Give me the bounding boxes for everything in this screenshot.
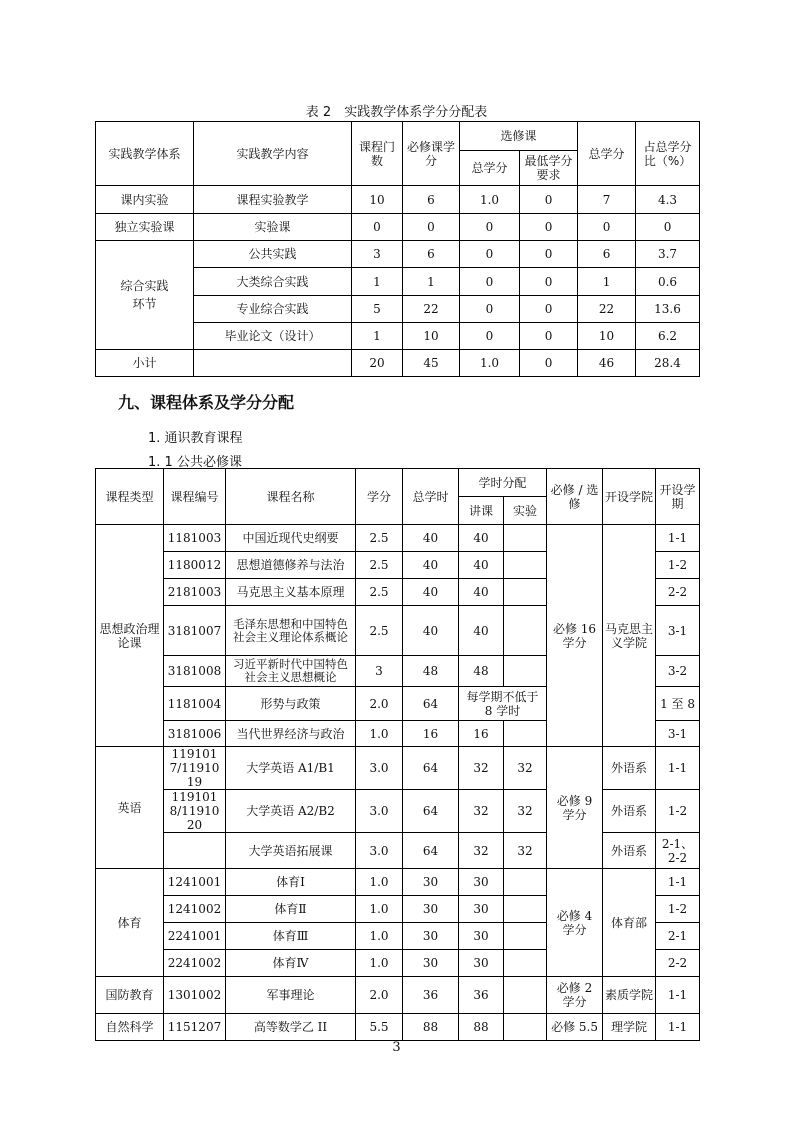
cell-content: 毕业论文（设计） [194,323,352,350]
header-term: 开设学期 [656,469,700,525]
cell-elective-min: 0 [520,186,578,214]
cell-credit: 3 [356,656,403,687]
cell-total: 7 [578,186,636,214]
cell-code: 1181004 [164,687,226,721]
header-content: 实践教学内容 [194,122,352,186]
table-row [96,525,700,552]
cell-credit: 3.0 [356,833,403,869]
cell-system: 独立实验课 [96,214,194,241]
cell-name: 大学英语拓展课 [226,833,356,869]
cell-code: 1191018/1191020 [164,790,226,833]
cell-name: 毛泽东思想和中国特色社会主义理论体系概论 [226,606,356,656]
cell-lecture: 36 [459,977,504,1014]
cell-term: 1-2 [656,552,700,579]
cell-lab [504,606,547,656]
cell-required: 6 [403,241,460,268]
cell-ratio: 0.6 [636,268,700,296]
subsection-title: 1. 通识教育课程 [148,431,243,446]
cell-term: 1-1 [656,869,700,896]
section-title: 九、课程体系及学分分配 [118,393,295,412]
cell-lab [504,923,547,950]
header-lab: 实验 [504,497,547,525]
cell-required: 6 [403,186,460,214]
cell-required: 10 [403,323,460,350]
cell-code: 1301002 [164,977,226,1014]
cell-system: 课内实验 [96,186,194,214]
cell-lab [504,721,547,747]
cell-type: 国防教育 [96,977,164,1014]
cell-ratio: 0 [636,214,700,241]
cell-credit: 2.5 [356,579,403,606]
cell-code: 1191017/1191019 [164,747,226,790]
cell-hours: 40 [403,606,459,656]
cell-name: 体育Ⅱ [226,896,356,923]
cell-content: 大类综合实践 [194,268,352,296]
header-total: 总学分 [578,122,636,186]
cell-college: 理学院 [603,1014,656,1041]
cell-term: 1 至 8 [656,687,700,721]
cell-credit: 1.0 [356,869,403,896]
public-required-course-table [95,468,700,1041]
cell-credit: 2.0 [356,687,403,721]
cell-lecture: 40 [459,552,504,579]
cell-total: 46 [578,350,636,377]
cell-term: 1-2 [656,896,700,923]
cell-name: 形势与政策 [226,687,356,721]
cell-credit: 1.0 [356,950,403,977]
practice-credit-table [95,121,700,377]
cell-name: 中国近现代史纲要 [226,525,356,552]
cell-required: 45 [403,350,460,377]
group-label-line2: 环节 [132,297,157,311]
cell-term: 1-1 [656,525,700,552]
cell-lecture: 40 [459,606,504,656]
cell-college: 外语系 [603,747,656,790]
cell-count: 1 [352,323,403,350]
cell-term: 1-1 [656,977,700,1014]
cell-lab [504,950,547,977]
cell-req: 必修 9 学分 [547,747,603,869]
table2-caption: 表 2 实践教学体系学分分配表 [305,105,488,120]
cell-elective-min: 0 [520,241,578,268]
cell-elective-min: 0 [520,350,578,377]
cell-term: 2-2 [656,579,700,606]
table-row [96,833,700,869]
cell-type: 自然科学 [96,1014,164,1041]
header-dist: 学时分配 [459,469,547,497]
cell-hours: 30 [403,869,459,896]
cell-name: 体育Ⅰ [226,869,356,896]
cell-elective-min: 0 [520,323,578,350]
cell-hours: 30 [403,950,459,977]
cell-required: 1 [403,268,460,296]
cell-lab [504,656,547,687]
cell-code: 1181003 [164,525,226,552]
cell-lab: 32 [504,833,547,869]
cell-code: 1241002 [164,896,226,923]
cell-ratio: 4.3 [636,186,700,214]
cell-elective-total: 1.0 [460,350,520,377]
cell-count: 20 [352,350,403,377]
page-number: 3 [392,1040,401,1055]
cell-hours: 30 [403,923,459,950]
cell-hours: 30 [403,896,459,923]
cell-code: 2241001 [164,923,226,950]
cell-hours: 36 [403,977,459,1014]
cell-content [194,350,352,377]
cell-lab [504,896,547,923]
cell-content: 公共实践 [194,241,352,268]
cell-code: 1151207 [164,1014,226,1041]
cell-hours: 64 [403,747,459,790]
cell-name: 军事理论 [226,977,356,1014]
header-system: 实践教学体系 [96,122,194,186]
cell-hours: 40 [403,525,459,552]
cell-credit: 2.5 [356,525,403,552]
cell-elective-min: 0 [520,214,578,241]
header-required: 必修课学分 [403,122,460,186]
cell-hours: 64 [403,687,459,721]
cell-credit: 3.0 [356,790,403,833]
cell-lab [504,579,547,606]
header-name: 课程名称 [226,469,356,525]
cell-name: 习近平新时代中国特色社会主义思想概论 [226,656,356,687]
cell-name: 体育Ⅲ [226,923,356,950]
cell-college: 马克思主义学院 [603,525,656,747]
cell-ratio: 6.2 [636,323,700,350]
cell-system: 小计 [96,350,194,377]
cell-code: 2241002 [164,950,226,977]
cell-lecture: 88 [459,1014,504,1041]
cell-content: 课程实验教学 [194,186,352,214]
cell-count: 1 [352,268,403,296]
table-row [96,350,700,377]
cell-lecture: 30 [459,950,504,977]
cell-lab [504,552,547,579]
cell-elective-min: 0 [520,268,578,296]
cell-ratio: 3.7 [636,241,700,268]
cell-lab [504,525,547,552]
cell-name: 体育Ⅳ [226,950,356,977]
cell-req: 必修 16 学分 [547,525,603,747]
cell-content: 专业综合实践 [194,296,352,323]
cell-elective-total: 1.0 [460,186,520,214]
cell-code: 1241001 [164,869,226,896]
cell-lecture: 32 [459,833,504,869]
cell-term: 3-1 [656,721,700,747]
subsubsection-title: 1. 1 公共必修课 [148,455,242,470]
cell-term: 2-1、2-2 [656,833,700,869]
table-row [96,214,700,241]
cell-code: 1180012 [164,552,226,579]
cell-code: 3181007 [164,606,226,656]
cell-code [164,833,226,869]
cell-hours: 16 [403,721,459,747]
cell-count: 10 [352,186,403,214]
cell-hours: 64 [403,790,459,833]
cell-lab [504,1014,547,1041]
cell-content: 实验课 [194,214,352,241]
cell-total: 22 [578,296,636,323]
cell-elective-total: 0 [460,323,520,350]
header-type: 课程类型 [96,469,164,525]
table-row [96,747,700,790]
cell-lab: 32 [504,790,547,833]
cell-code: 3181006 [164,721,226,747]
cell-credit: 2.5 [356,552,403,579]
cell-term: 1-1 [656,1014,700,1041]
cell-lab: 32 [504,747,547,790]
cell-ratio: 28.4 [636,350,700,377]
cell-code: 2181003 [164,579,226,606]
cell-count: 5 [352,296,403,323]
cell-hours: 40 [403,552,459,579]
cell-lecture: 40 [459,525,504,552]
cell-college: 外语系 [603,833,656,869]
cell-lecture: 30 [459,896,504,923]
cell-credit: 1.0 [356,923,403,950]
cell-lecture: 30 [459,869,504,896]
header-lecture: 讲课 [459,497,504,525]
cell-total: 6 [578,241,636,268]
header-elective: 选修课 [460,122,578,151]
cell-name: 当代世界经济与政治 [226,721,356,747]
table-row [96,241,700,268]
header-ratio: 占总学分比（%） [636,122,700,186]
cell-name: 大学英语 A1/B1 [226,747,356,790]
cell-lecture: 32 [459,747,504,790]
cell-total: 10 [578,323,636,350]
cell-lecture: 40 [459,579,504,606]
header-req: 必修 / 选修 [547,469,603,525]
cell-required: 22 [403,296,460,323]
header-elective-total: 总学分 [460,151,520,186]
cell-college: 素质学院 [603,977,656,1014]
cell-term: 1-2 [656,790,700,833]
cell-lab [504,977,547,1014]
header-college: 开设学院 [603,469,656,525]
cell-college: 体育部 [603,869,656,977]
group-label-line1: 综合实践 [120,279,169,293]
table-row [96,186,700,214]
cell-lecture: 30 [459,923,504,950]
cell-name: 大学英语 A2/B2 [226,790,356,833]
cell-credit: 2.5 [356,606,403,656]
cell-elective-total: 0 [460,268,520,296]
cell-type: 体育 [96,869,164,977]
table-row [96,1014,700,1041]
header-credit: 学分 [356,469,403,525]
cell-ratio: 13.6 [636,296,700,323]
cell-credit: 1.0 [356,896,403,923]
cell-elective-total: 0 [460,241,520,268]
cell-system-group [96,241,194,350]
cell-credit: 2.0 [356,977,403,1014]
cell-term: 3-1 [656,606,700,656]
cell-count: 0 [352,214,403,241]
cell-lab [504,869,547,896]
table-row [96,977,700,1014]
cell-total: 1 [578,268,636,296]
cell-required: 0 [403,214,460,241]
cell-name: 马克思主义基本原理 [226,579,356,606]
header-hours: 总学时 [403,469,459,525]
cell-code: 3181008 [164,656,226,687]
cell-count: 3 [352,241,403,268]
cell-hours: 64 [403,833,459,869]
cell-elective-total: 0 [460,214,520,241]
cell-req: 必修 4 学分 [547,869,603,977]
header-elective-min: 最低学分要求 [520,151,578,186]
cell-lecture: 16 [459,721,504,747]
cell-lecture: 48 [459,656,504,687]
cell-credit: 5.5 [356,1014,403,1041]
cell-hours: 48 [403,656,459,687]
cell-total: 0 [578,214,636,241]
cell-hours: 88 [403,1014,459,1041]
cell-req: 必修 5.5 [547,1014,603,1041]
cell-name: 高等数学乙 II [226,1014,356,1041]
header-count: 课程门数 [352,122,403,186]
cell-hours: 40 [403,579,459,606]
cell-term: 1-1 [656,747,700,790]
cell-elective-min: 0 [520,296,578,323]
cell-req: 必修 2 学分 [547,977,603,1014]
cell-term: 2-1 [656,923,700,950]
cell-credit: 1.0 [356,721,403,747]
cell-type: 英语 [96,747,164,869]
cell-type: 思想政治理论课 [96,525,164,747]
cell-credit: 3.0 [356,747,403,790]
cell-lecture: 每学期不低于 8 学时 [459,687,547,721]
header-code: 课程编号 [164,469,226,525]
cell-term: 2-2 [656,950,700,977]
cell-college: 外语系 [603,790,656,833]
cell-term: 3-2 [656,656,700,687]
cell-name: 思想道德修养与法治 [226,552,356,579]
table-row [96,790,700,833]
cell-lecture: 32 [459,790,504,833]
table-row [96,869,700,896]
cell-elective-total: 0 [460,296,520,323]
